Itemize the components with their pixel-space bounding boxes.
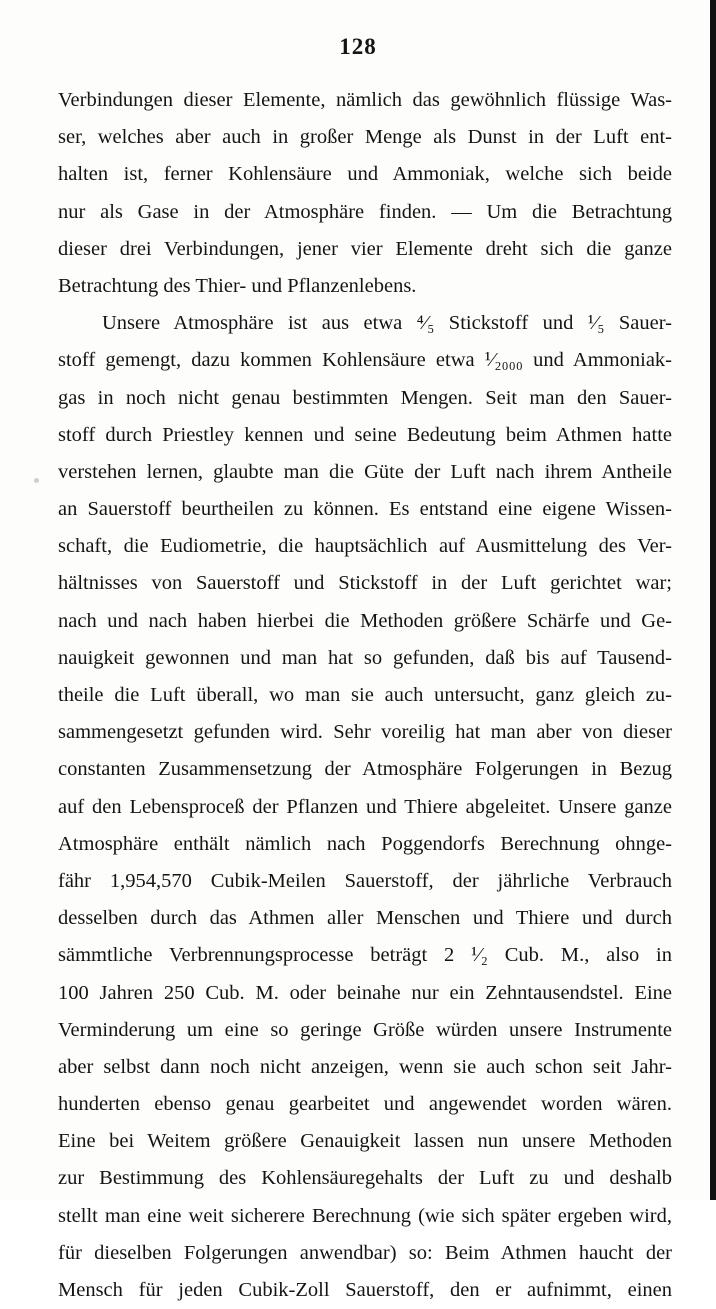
text-line: fähr 1,954,570 Cubik-Meilen Sauerstoff, der jährliche Verbrauch bbox=[58, 869, 672, 892]
paper-speck bbox=[34, 478, 39, 483]
text-line: Eine bei Weitem größere Genauigkeit lassen nun unsere Methoden bbox=[58, 1130, 672, 1153]
text-line: ser, welches aber auch in großer Menge als Dunst in der Luft ent- bbox=[58, 126, 672, 149]
text-line: aber selbst dann noch nicht anzeigen, wenn sie auch schon seit Jahr- bbox=[58, 1055, 672, 1078]
text-line: dieser drei Verbindungen, jener vier Elemente dreht sich die ganze bbox=[58, 237, 672, 260]
text-line: Verbindungen dieser Elemente, nämlich das gewöhnlich flüssige Was- bbox=[58, 89, 672, 111]
page-number: 128 bbox=[339, 34, 377, 59]
text-line: zur Bestimmung des Kohlensäuregehalts der Luft zu und deshalb bbox=[58, 1167, 672, 1190]
text-line: halten ist, ferner Kohlensäure und Ammoniak, welche sich beide bbox=[58, 163, 672, 186]
text-line: für dieselben Folgerungen anwendbar) so: Beim Athmen haucht der bbox=[58, 1241, 672, 1264]
text-line: schaft, die Eudiometrie, die hauptsächlich auf Ausmittelung des Ver- bbox=[58, 535, 672, 558]
text-line: Mensch für jeden Cubik-Zoll Sauerstoff, den er aufnimmt, einen bbox=[58, 1279, 672, 1301]
text-line: Verminderung um eine so geringe Größe würden unsere Instrumente bbox=[58, 1018, 672, 1041]
text-line: nur als Gase in der Atmosphäre finden. — Um die Betrachtung bbox=[58, 200, 672, 223]
text-line: auf den Lebensproceß der Pflanzen und Thiere abgeleitet. Unsere ganze bbox=[58, 795, 672, 818]
text-line: stellt man eine weit sicherere Berechnung (wie sich später ergeben wird, bbox=[58, 1204, 672, 1227]
text-line: an Sauerstoff beurtheilen zu können. Es entstand eine eigene Wissen- bbox=[58, 498, 672, 521]
text-line: gas in noch nicht genau bestimmten Mengen. Seit man den Sauer- bbox=[58, 386, 672, 409]
text-line: constanten Zusammensetzung der Atmosphäre Folgerungen in Bezug bbox=[58, 758, 672, 781]
text-line: Unsere Atmosphäre ist aus etwa ⁴⁄₅ Stickstoff und ¹⁄₅ Sauer- bbox=[102, 312, 672, 335]
text-line: hältnisses von Sauerstoff und Stickstoff in der Luft gerichtet war; bbox=[58, 572, 672, 595]
text-line: sammengesetzt gefunden wird. Sehr voreilig hat man aber von dieser bbox=[58, 721, 672, 744]
text-line: stoff gemengt, dazu kommen Kohlensäure etwa ¹⁄₂₀₀₀ und Ammoniak- bbox=[58, 349, 672, 372]
scan-edge-shadow bbox=[710, 0, 716, 1200]
text-line: Atmosphäre enthält nämlich nach Poggendorfs Berechnung ohnge- bbox=[58, 832, 672, 855]
text-line: 100 Jahren 250 Cub. M. oder beinahe nur ein Zehntausendstel. Eine bbox=[58, 981, 672, 1004]
text-line: hunderten ebenso genau gearbeitet und angewendet worden wären. bbox=[58, 1093, 672, 1116]
text-line: verstehen lernen, glaubte man die Güte der Luft nach ihrem Antheile bbox=[58, 460, 672, 483]
text-line: sämmtliche Verbrennungsprocesse beträgt 2 ¹⁄₂ Cub. M., also in bbox=[58, 944, 672, 967]
text-line: nach und nach haben hierbei die Methoden größere Schärfe und Ge- bbox=[58, 609, 672, 632]
text-line: nauigkeit gewonnen und man hat so gefunden, daß bis auf Tausend- bbox=[58, 646, 672, 669]
text-line: Betrachtung des Thier- und Pflanzenlebens. bbox=[58, 274, 417, 297]
text-line: stoff durch Priestley kennen und seine Bedeutung beim Athmen hatte bbox=[58, 423, 672, 446]
text-line: theile die Luft überall, wo man sie auch untersucht, ganz gleich zu- bbox=[58, 684, 672, 706]
body-text bbox=[58, 82, 672, 1309]
text-line: desselben durch das Athmen aller Menschen und Thiere und durch bbox=[58, 907, 672, 930]
